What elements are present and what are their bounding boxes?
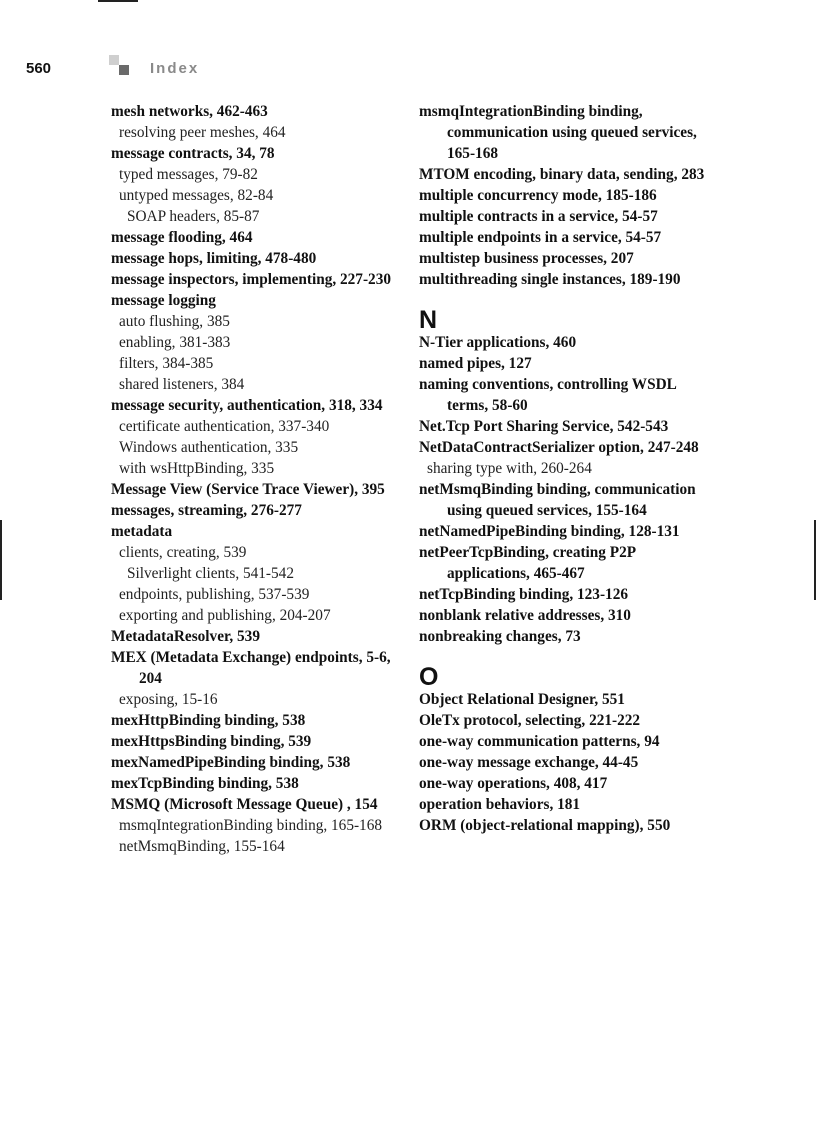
index-subentry: shared listeners, 384 xyxy=(119,376,245,393)
index-subentry: exporting and publishing, 204-207 xyxy=(119,607,331,624)
index-subentry: sharing type with, 260-264 xyxy=(427,460,592,477)
index-subentry: untyped messages, 82-84 xyxy=(119,187,274,204)
index-entry: one-way operations, 408, 417 xyxy=(419,775,608,792)
index-entry: named pipes, 127 xyxy=(419,355,532,372)
index-entry: netMsmqBinding binding, communication using queued services, 155-164 xyxy=(419,481,696,519)
index-entry: ORM (object-relational mapping), 550 xyxy=(419,817,671,834)
index-entry: OleTx protocol, selecting, 221-222 xyxy=(419,712,641,729)
index-entry: netTcpBinding binding, 123-126 xyxy=(419,586,628,603)
index-entry: mexHttpsBinding binding, 539 xyxy=(111,733,312,750)
index-entry: metadata xyxy=(111,523,173,540)
index-entry: one-way message exchange, 44-45 xyxy=(419,754,639,771)
index-entry: mexTcpBinding binding, 538 xyxy=(111,775,299,792)
index-subentry: with wsHttpBinding, 335 xyxy=(119,460,275,477)
index-entry: operation behaviors, 181 xyxy=(419,796,581,813)
left-margin-mark xyxy=(0,520,2,600)
index-entry: naming conventions, controlling WSDL terms, 58-60 xyxy=(419,376,676,414)
index-subentry: endpoints, publishing, 537-539 xyxy=(119,586,310,603)
index-subentry: msmqIntegrationBinding binding, 165-168 xyxy=(119,817,383,834)
index-entry: message flooding, 464 xyxy=(111,229,253,246)
index-entry: Net.Tcp Port Sharing Service, 542-543 xyxy=(419,418,669,435)
index-entry: multistep business processes, 207 xyxy=(419,250,634,267)
index-entry: Message View (Service Trace Viewer), 395 xyxy=(111,481,385,498)
index-entry: multithreading single instances, 189-190 xyxy=(419,271,681,288)
index-entry: netPeerTcpBinding, creating P2P applications, 465-467 xyxy=(419,544,636,582)
index-entry: message contracts, 34, 78 xyxy=(111,145,275,162)
index-entry: nonbreaking changes, 73 xyxy=(419,628,581,645)
index-subentry: netMsmqBinding, 155-164 xyxy=(119,838,285,855)
index-entry: Object Relational Designer, 551 xyxy=(419,691,625,708)
index-entry: mesh networks, 462-463 xyxy=(111,103,268,120)
index-entry: MSMQ (Microsoft Message Queue) , 154 xyxy=(111,796,378,813)
index-column-right xyxy=(419,101,719,836)
index-entry: MEX (Metadata Exchange) endpoints, 5-6, 204 xyxy=(111,649,391,687)
index-entry: NetDataContractSerializer option, 247-248 xyxy=(419,439,699,456)
index-entry: msmqIntegrationBinding binding, communication using queued services, 165-168 xyxy=(419,103,697,162)
top-rule xyxy=(98,0,138,2)
index-subentry: enabling, 381-383 xyxy=(119,334,231,351)
index-entry: mexNamedPipeBinding binding, 538 xyxy=(111,754,351,771)
index-subentry: SOAP headers, 85-87 xyxy=(127,208,260,225)
index-entry: one-way communication patterns, 94 xyxy=(419,733,660,750)
index-subentry: certificate authentication, 337-340 xyxy=(119,418,330,435)
index-subentry: clients, creating, 539 xyxy=(119,544,247,561)
index-square-icon xyxy=(109,55,131,77)
index-subentry: Silverlight clients, 541-542 xyxy=(127,565,294,582)
page-number: 560 xyxy=(26,60,52,77)
section-letter-heading: O xyxy=(419,663,439,691)
index-entry: messages, streaming, 276-277 xyxy=(111,502,302,519)
index-entry: message security, authentication, 318, 334 xyxy=(111,397,383,414)
index-entry: message logging xyxy=(111,292,216,309)
index-subentry: exposing, 15-16 xyxy=(119,691,218,708)
index-subentry: filters, 384-385 xyxy=(119,355,214,372)
index-entry: netNamedPipeBinding binding, 128-131 xyxy=(419,523,680,540)
section-letter-heading: N xyxy=(419,306,438,334)
index-subentry: auto flushing, 385 xyxy=(119,313,230,330)
index-entry: message hops, limiting, 478-480 xyxy=(111,250,317,267)
index-entry: multiple contracts in a service, 54-57 xyxy=(419,208,658,225)
index-entry: message inspectors, implementing, 227-230 xyxy=(111,271,391,288)
index-subentry: typed messages, 79-82 xyxy=(119,166,258,183)
index-subentry: resolving peer meshes, 464 xyxy=(119,124,286,141)
index-entry: MTOM encoding, binary data, sending, 283 xyxy=(419,166,705,183)
index-entry: MetadataResolver, 539 xyxy=(111,628,260,645)
section-title: Index xyxy=(150,60,200,77)
index-entry: mexHttpBinding binding, 538 xyxy=(111,712,306,729)
index-entry: multiple endpoints in a service, 54-57 xyxy=(419,229,662,246)
index-column-left xyxy=(111,101,411,857)
index-subentry: Windows authentication, 335 xyxy=(119,439,299,456)
index-entry: nonblank relative addresses, 310 xyxy=(419,607,631,624)
index-entry: N-Tier applications, 460 xyxy=(419,334,577,351)
index-entry: multiple concurrency mode, 185-186 xyxy=(419,187,657,204)
